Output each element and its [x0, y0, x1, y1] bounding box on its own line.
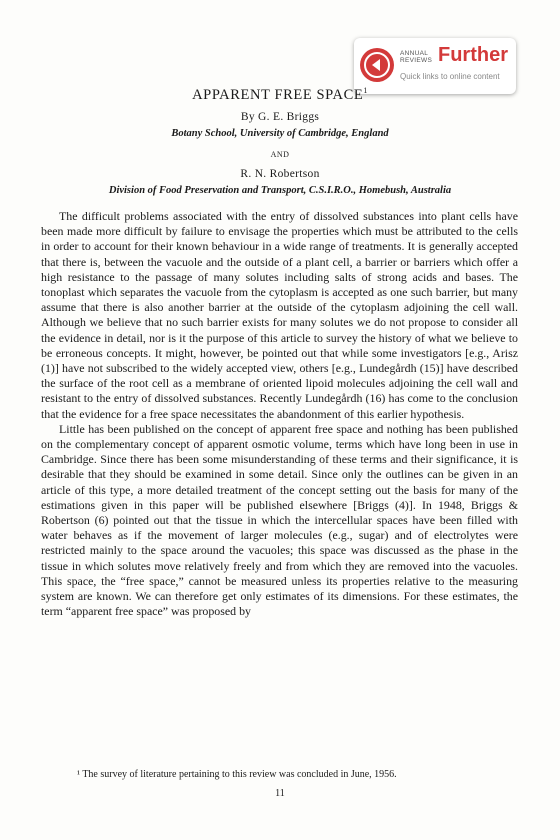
article-title: APPARENT FREE SPACE$^1$: [192, 86, 368, 103]
paragraph-1: The difficult problems associated with the entry of dissolved substances into plant cells have been made more difficult by failure to envisage the properties which must be attributed to the cells in order to account for their known behaviour in a wide range of treatments. It is generally accepted that there is, between the vacuole and the outside of a plant cell, a barrier or barriers which offer a high resistance to the passage of many solutes including salts of strong acids and bases. The tonoplast which separates the vacuole from the cytoplasm is accepted as one such barrier, but many assume that there is also another barrier at the outside of the cytoplasm adjoining the cell wall. Although we believe that no such barrier exists for many solutes we do not propose to consider all the evidence in detail, nor is it the purpose of this article to survey the history of what we believe to be erroneous concepts. It might, however, be pointed out that while some investigators [e.g., Arisz (1)] have not subscribed to the widely accepted view, others [e.g., Lundegårdh (15)] have described the surface of the root cell as a membrane of oriented lipoid molecules adjoining the cell wall and resistant to the entry of dissolved substances. Recently Lundegårdh (16) has come to the conclusion that the evidence for a free space necessitates the abandonment of this earlier hypothesis.: [41, 209, 518, 421]
affiliation-1: Botany School, University of Cambridge, England: [171, 128, 389, 139]
further-label: Further: [438, 44, 508, 66]
article-body: [41, 209, 518, 619]
affiliation-2: Division of Food Preservation and Transport, C.S.I.R.O., Homebush, Australia: [108, 185, 452, 196]
author-2: R. N. Robertson: [240, 168, 320, 180]
title-footnote-mark: 1: [363, 86, 368, 95]
author-1: By G. E. Briggs: [240, 111, 320, 123]
paragraph-2: Little has been published on the concept of apparent free space and nothing has been published on the complementary concept of apparent osmotic volume, terms which have long been in use in Cambridge. Since there has been some misunderstanding of these terms and their significance, it is desirable that they should be examined in some detail. Since only the outlines can be given in an article of this type, a more detailed treatment of the concept setting out the basis for many of the estimations given in this paper will be published elsewhere [Briggs (4)]. In 1948, Briggs & Robertson (6) pointed out that the tissue in which the intercellular spaces have been filled with water behaves as if the movement of larger molecules (e.g., sugar) and of electrolytes were restricted mainly to the space around the vacuoles; this space was discussed as the phase in the tissue in which solutes move relatively freely and from which they are removed into the vacuoles. This space, the “free space,” cannot be measured unless its properties relative to the measuring system are known. We can therefore get only estimates of its dimensions. For these estimates, the term “apparent free space” was proposed by: [41, 421, 518, 619]
badge-subtitle: Quick links to online content: [400, 72, 500, 81]
arrow-left-circle-icon: [360, 48, 394, 82]
and-separator: AND: [270, 150, 290, 159]
footnote: ¹ The survey of literature pertaining to this review was concluded in June, 1956.: [77, 769, 397, 780]
annual-reviews-label: ANNUAL REVIEWS: [400, 50, 433, 64]
page-number: 11: [275, 788, 285, 799]
